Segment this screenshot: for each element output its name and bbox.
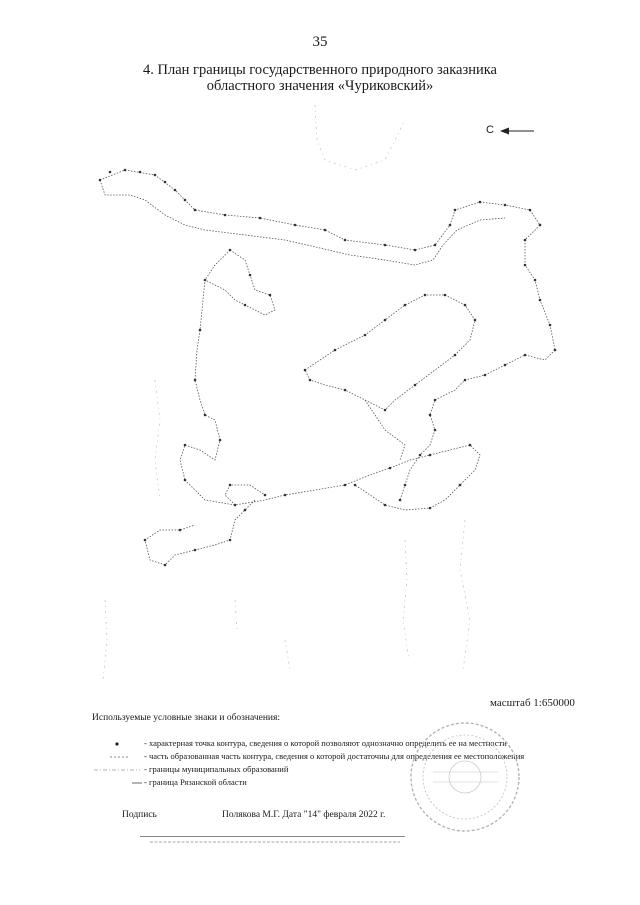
legend-item-label: - характерная точка контура, сведения о которой позволяют однозначно определить ее на местности <box>144 738 507 748</box>
boundary-contours <box>100 170 555 565</box>
legend-item-label: - граница Рязанской области <box>144 777 247 787</box>
title-line-2: областного значения «Чуриковский» <box>206 78 434 94</box>
official-stamp <box>408 720 522 834</box>
signature-info: Полякова М.Г. Дата "14" февраля 2022 г. <box>222 810 386 820</box>
municipal-boundaries <box>103 105 470 680</box>
dashed-line-icon <box>92 751 142 763</box>
signature-label: Подпись <box>122 810 157 820</box>
footnote-divider <box>140 836 405 837</box>
reserve-boundary-map <box>85 100 575 690</box>
contour-points <box>99 169 557 567</box>
legend-item-label: - границы муниципальных образований <box>144 764 289 774</box>
page-title <box>0 62 640 94</box>
dash-dot-line-icon <box>92 764 142 776</box>
legend-title: Используемые условные знаки и обозначения: <box>92 713 281 723</box>
map-scale: масштаб 1:650000 <box>490 697 575 709</box>
point-dot-icon <box>92 738 142 750</box>
solid-line-icon <box>92 777 142 789</box>
footnote-text-faint <box>150 840 400 844</box>
page-number: 35 <box>312 34 328 50</box>
title-line-1: 4. План границы государственного природного заказника <box>143 62 497 78</box>
legend-item-label: - часть образованная часть контура, сведения о которой достаточны для определения ее местоположения <box>144 751 525 761</box>
north-label: С <box>486 124 494 136</box>
